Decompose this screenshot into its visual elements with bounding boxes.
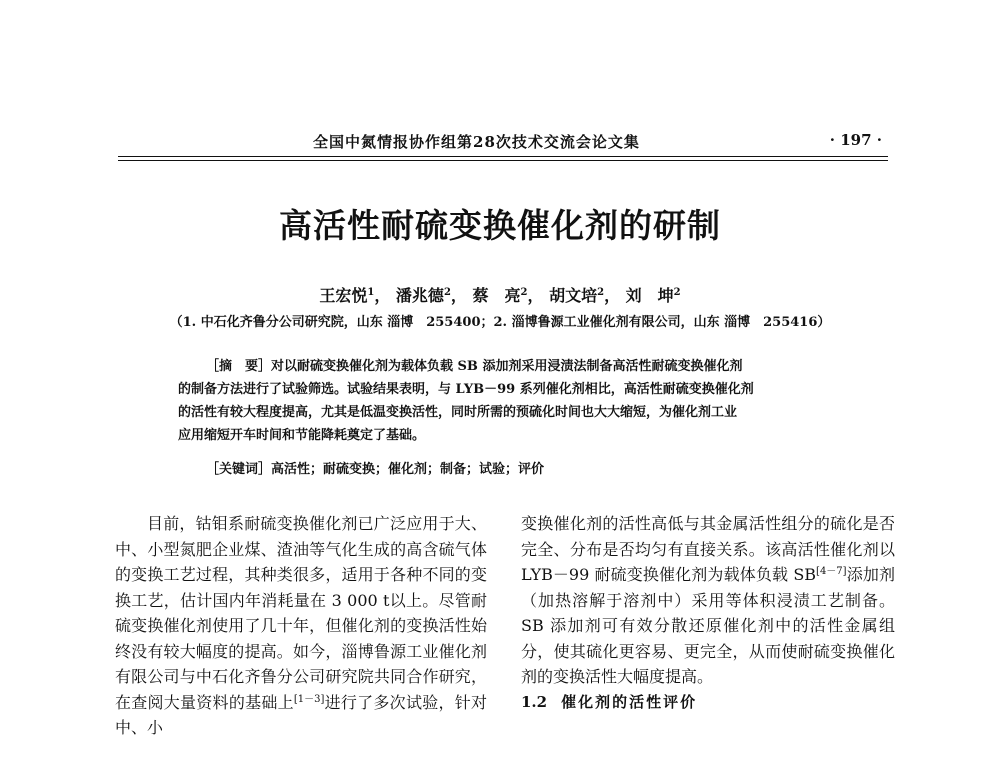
author-list bbox=[0, 283, 1000, 306]
citation: [1－3] bbox=[293, 693, 325, 705]
paper-title: 高活性耐硫变换催化剂的研制 bbox=[279, 206, 721, 245]
author: 胡文培$^2$， bbox=[549, 286, 621, 305]
running-header bbox=[118, 131, 888, 153]
keywords-text: 高活性；耐硫变换；催化剂；制备；试验；评价 bbox=[271, 462, 545, 477]
body-column-right bbox=[521, 511, 895, 715]
section-heading bbox=[521, 690, 895, 716]
author: 刘 坤$^2$ bbox=[625, 286, 681, 305]
keywords-label: ［关键词］ bbox=[206, 462, 272, 477]
citation: [4－7] bbox=[816, 566, 847, 577]
header-rule-thin bbox=[118, 160, 888, 161]
conference-name: 全国中氮情报协作组第28次技术交流会论文集 bbox=[313, 133, 640, 151]
abstract bbox=[178, 355, 838, 447]
section-number: 1.2 bbox=[521, 692, 548, 711]
keywords bbox=[206, 458, 544, 477]
abstract-line: 的活性有较大程度提高，尤其是低温变换活性，同时所需的预硫化时间也大大缩短，为催化剂工业 bbox=[178, 405, 738, 420]
body-column-left bbox=[115, 511, 487, 741]
section-title: 催化剂的活性评价 bbox=[561, 692, 698, 711]
body-paragraph: 目前，钴钼系耐硫变换催化剂已广泛应用于大、中、小型氮肥企业煤、渣油等气化生成的高含硫气体的变换工艺过程，其种类很多，适用于各种不同的变换工艺，估计国内年消耗量在 3 000 t以上。尽管耐硫变换催化剂使用了几十年，但催化剂的变换活性始终没有较大幅度的提高。如今，淄博鲁源工业催化剂有限公司与中石化齐鲁分公司研究院共同合作研究，在查阅大量资料的基础上[1－3]进行了多次试验，针对中、小 bbox=[115, 514, 487, 737]
affiliations: （1. 中石化齐鲁分公司研究院，山东 淄博 255400；2. 淄博鲁源工业催化剂有限公司，山东 淄博 255416） bbox=[169, 315, 831, 330]
header-rule-thick bbox=[118, 156, 888, 157]
author: 王宏悦$^1$， bbox=[319, 286, 391, 305]
abstract-line: ［摘 要］对以耐硫变换催化剂为载体负载 SB 添加剂采用浸渍法制备高活性耐硫变换催化剂 bbox=[206, 359, 743, 374]
author: 蔡 亮$^2$， bbox=[472, 286, 544, 305]
abstract-line: 应用缩短开车时间和节能降耗奠定了基础。 bbox=[178, 428, 426, 443]
body-paragraph: 变换催化剂的活性高低与其金属活性组分的硫化是否完全、分布是否均匀有直接关系。该高活性催化剂以 LYB－99 耐硫变换催化剂为载体负载 SB[4－7]添加剂（加热溶解于溶剂中）采用等体积浸渍工艺制备。SB 添加剂可有效分散还原催化剂中的活性金属组分，使其硫化更容易、更完全，从而使耐硫变换催化剂的变换活性大幅度提高。 bbox=[521, 514, 895, 686]
author: 潘兆德$^2$， bbox=[395, 286, 467, 305]
abstract-label: ［摘 要］ bbox=[206, 359, 272, 374]
page-number: · 197 · bbox=[829, 131, 882, 149]
abstract-line: 的制备方法进行了试验筛选。试验结果表明，与 LYB－99 系列催化剂相比，高活性耐硫变换催化剂 bbox=[178, 382, 754, 397]
